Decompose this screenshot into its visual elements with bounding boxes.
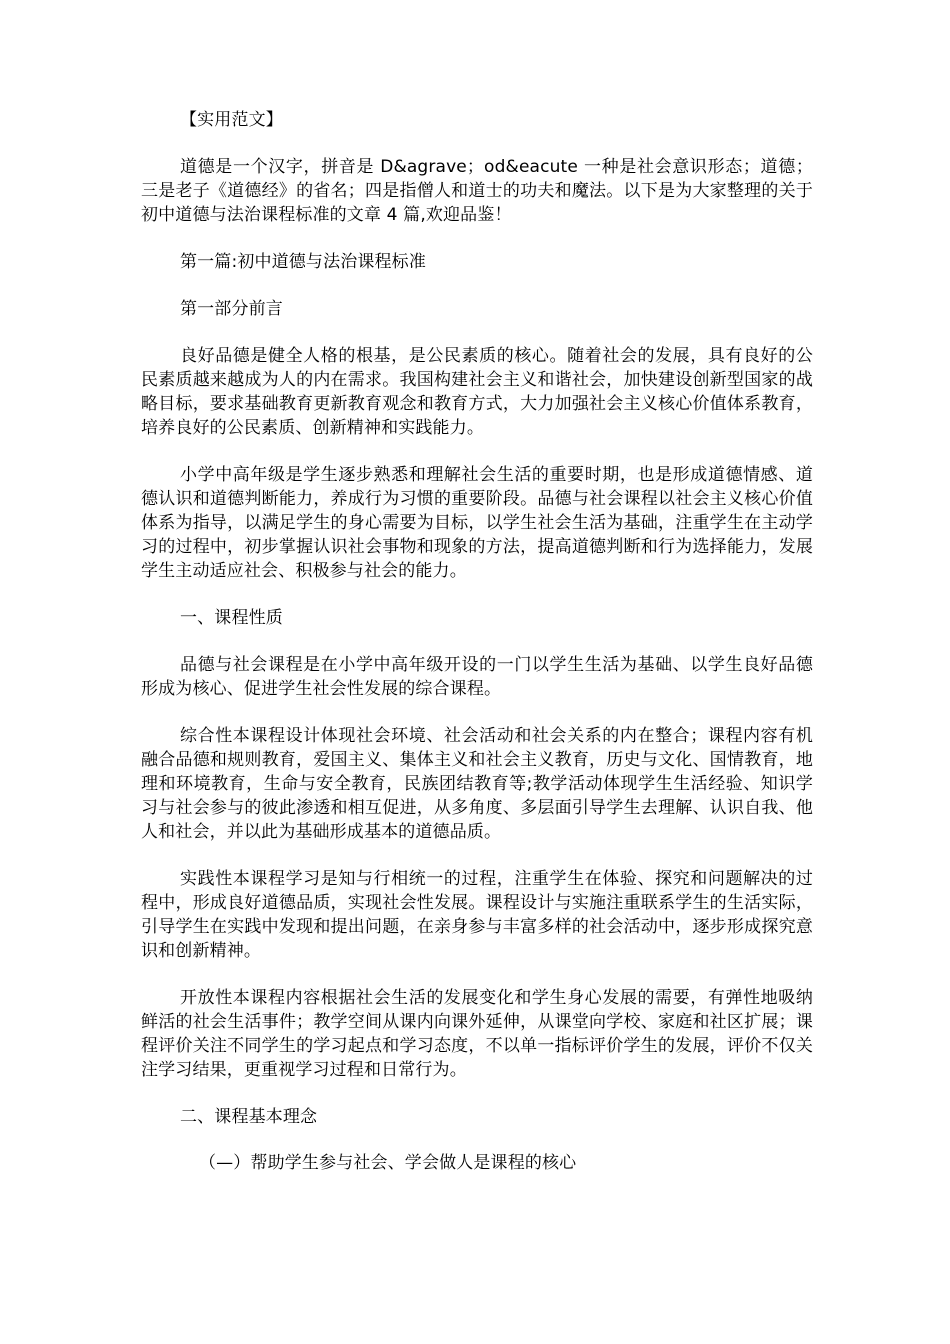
part-title: 第一部分前言 xyxy=(180,299,283,319)
intro-paragraph: 道德是一个汉字，拼音是 D&agrave；od&eacute 一种是社会意识形态；道德；三是老子《道德经》的省名；四是指僧人和道士的功夫和魔法。以下是为大家整理的关于初中道德与法治课程标准的文章 4 篇,欢迎品鉴！ xyxy=(141,157,813,225)
preface-paragraph-2: 小学中高年级是学生逐步熟悉和理解社会生活的重要时期，也是形成道德情感、道德认识和道德判断能力，养成行为习惯的重要阶段。品德与社会课程以社会主义核心价值体系为指导，以满足学生的身心需要为目标，以学生社会生活为基础，注重学生在主动学习的过程中，初步掌握认识社会事物和现象的方法，提高道德判断和行为选择能力，发展学生主动适应社会、积极参与社会的能力。 xyxy=(141,465,813,581)
section-1-paragraph-2: 综合性本课程设计体现社会环境、社会活动和社会关系的内在整合；课程内容有机融合品德和规则教育，爱国主义、集体主义和社会主义教育，历史与文化、国情教育，地理和环境教育，生命与安全教育，民族团结教育等;教学活动体现学生生活经验、知识学习与社会参与的彼此渗透和相互促进，从多角度、多层面引导学生去理解、认识自我、他人和社会，并以此为基础形成基本的道德品质。 xyxy=(141,726,813,842)
section-2-title: 二、课程基本理念 xyxy=(180,1107,318,1127)
article-title: 第一篇:初中道德与法治课程标准 xyxy=(180,252,426,272)
section-1-paragraph-1: 品德与社会课程是在小学中高年级开设的一门以学生生活为基础、以学生良好品德形成为核心、促进学生社会性发展的综合课程。 xyxy=(141,655,813,699)
header-tag: 【实用范文】 xyxy=(180,110,283,130)
section-2-subheading-1: （—）帮助学生参与社会、学会做人是课程的核心 xyxy=(199,1153,577,1173)
preface-paragraph-1: 良好品德是健全人格的根基，是公民素质的核心。随着社会的发展，具有良好的公民素质越来越成为人的内在需求。我国构建社会主义和谐社会，加快建设创新型国家的战略目标，要求基础教育更新教育观念和教育方式，大力加强社会主义核心价值体系教育，培养良好的公民素质、创新精神和实践能力。 xyxy=(141,346,813,438)
document-body xyxy=(141,108,813,1198)
section-1-paragraph-3: 实践性本课程学习是知与行相统一的过程，注重学生在体验、探究和问题解决的过程中，形成良好道德品质，实现社会性发展。课程设计与实施注重联系学生的生活实际，引导学生在实践中发现和提出问题，在亲身参与丰富多样的社会活动中，逐步形成探究意识和创新精神。 xyxy=(141,869,813,961)
section-1-title: 一、课程性质 xyxy=(180,608,283,628)
section-1-paragraph-4: 开放性本课程内容根据社会生活的发展变化和学生身心发展的需要，有弹性地吸纳鲜活的社会生活事件；教学空间从课内向课外延伸，从课堂向学校、家庭和社区扩展；课程评价关注不同学生的学习起点和学习态度，不以单一指标评价学生的发展，评价不仅关注学习结果，更重视学习过程和日常行为。 xyxy=(141,988,813,1080)
